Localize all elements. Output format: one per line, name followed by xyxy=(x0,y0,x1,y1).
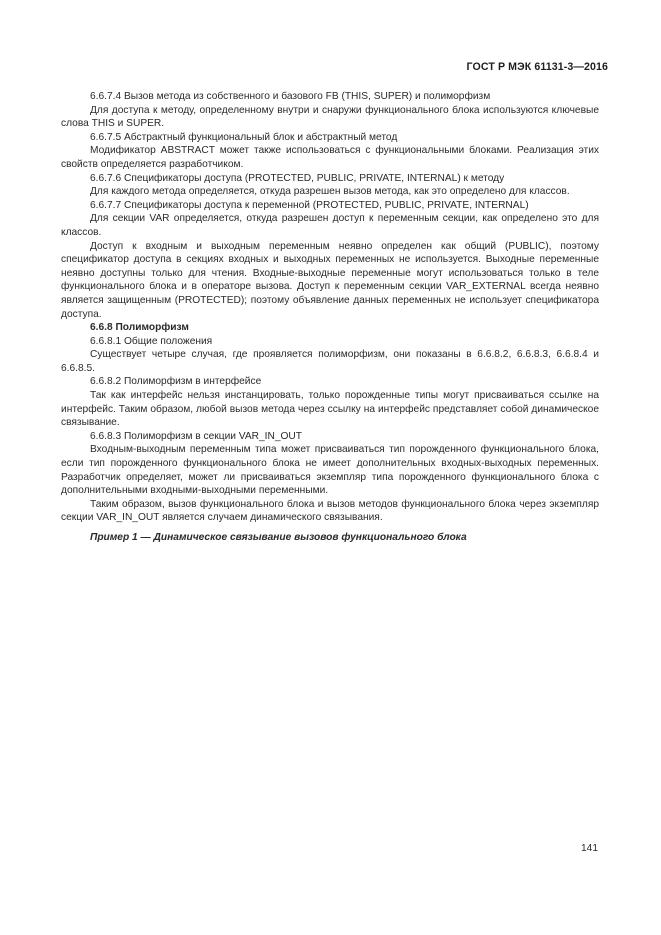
document-body xyxy=(61,90,599,545)
paragraph: Существует четыре случая, где проявляется полиморфизм, они показаны в 6.6.8.2, 6.6.8.3, 6.6.8.4 и 6.6.8.5. xyxy=(61,349,599,374)
paragraph: Модификатор ABSTRACT может также использоваться с функциональными блоками. Реализация этих свойств определяется разработчиком. xyxy=(61,145,599,170)
section-heading: 6.6.8.3 Полиморфизм в секции VAR_IN_OUT xyxy=(90,430,303,442)
paragraph: Для доступа к методу, определенному внутри и снаружи функционального блока используются ключевые слова THIS и SUPER. xyxy=(61,104,599,130)
section-heading: 6.6.8.1 Общие положения xyxy=(90,335,213,347)
page-number: 141 xyxy=(581,843,598,854)
document-header: ГОСТ Р МЭК 61131-3—2016 xyxy=(466,61,608,73)
paragraph: Для секции VAR определяется, откуда разрешен доступ к переменным секции, как определено это для классов. xyxy=(61,213,599,238)
example-caption: Пример 1 — Динамическое связывание вызовов функционального блока xyxy=(90,532,467,543)
paragraph: Доступ к входным и выходным переменным неявно определен как общий (PUBLIC), поэтому спецификатор доступа в секциях входных и выходных переменных не используется. Выходные переменные неявно доступны только для чтения. Входные-выходные переменные могут использоваться только в теле функционального блока и в операторе вызова. Доступ к переменным секции VAR_EXTERNAL всегда неявно является защищенным (PROTECTED); поэтому объявление данных переменных не использует спецификатора доступа. xyxy=(61,240,599,320)
section-heading-polymorphism: 6.6.8 Полиморфизм xyxy=(90,322,189,334)
section-heading: 6.6.7.4 Вызов метода из собственного и базового FB (THIS, SUPER) и полиморфизм xyxy=(90,91,491,102)
section-heading: 6.6.7.7 Спецификаторы доступа к переменной (PROTECTED, PUBLIC, PRIVATE, INTERNAL) xyxy=(90,199,529,211)
paragraph: Для каждого метода определяется, откуда разрешен вызов метода, как это определено для классов. xyxy=(90,186,570,198)
section-heading: 6.6.8.2 Полиморфизм в интерфейсе xyxy=(90,376,262,388)
paragraph: Так как интерфейс нельзя инстанцировать, только порожденные типы могут присваиваться ссылке на интерфейс. Таким образом, любой вызов метода через ссылку на интерфейс представляет собой динамическое связывание. xyxy=(61,390,599,429)
paragraph: Таким образом, вызов функционального блока и вызов методов функционального блока через экземпляр секции VAR_IN_OUT является случаем динамического связывания. xyxy=(61,498,599,524)
section-heading: 6.6.7.6 Спецификаторы доступа (PROTECTED, PUBLIC, PRIVATE, INTERNAL) к методу xyxy=(90,172,505,184)
section-heading: 6.6.7.5 Абстрактный функциональный блок и абстрактный метод xyxy=(90,131,398,143)
paragraph: Входным-выходным переменным типа может присваиваться тип порожденного функционального блока, если тип порожденного функционального блока не имеет дополнительных входных-выходных переменных. Разработчик определяет, может ли присваиваться экземпляр типа порожденного функционального блока с дополнительными входными-выходными переменными. xyxy=(61,444,599,497)
